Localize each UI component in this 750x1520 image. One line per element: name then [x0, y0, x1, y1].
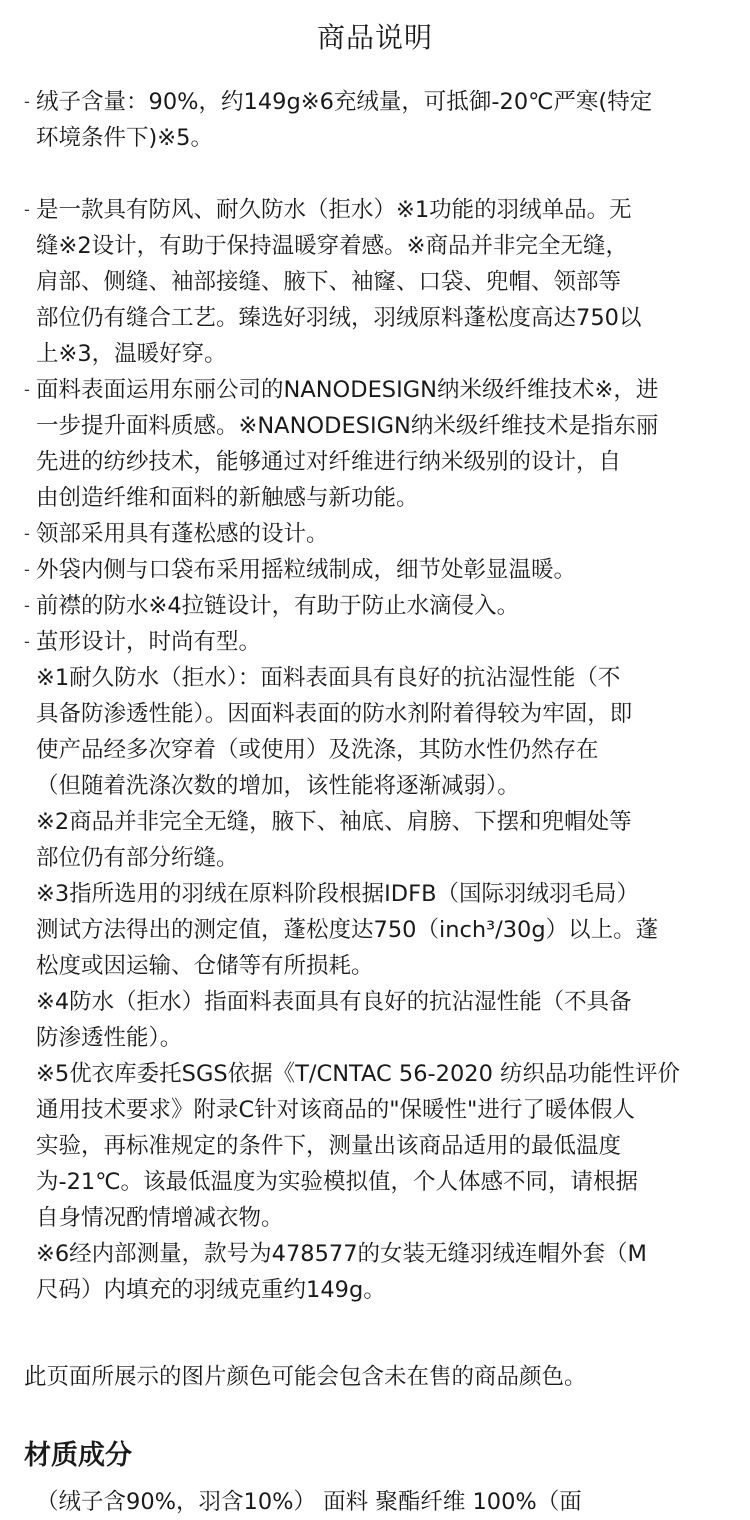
- text-line: 通用技术要求》附录C针对该商品的"保暖性"进行了暖体假人: [36, 1097, 635, 1123]
- bullet-dash: -: [24, 524, 30, 543]
- feature-item: [0, 624, 750, 660]
- text-line: 绒子含量：90%，约149g※6充绒量，可抵御-20℃严寒(特定: [36, 89, 653, 115]
- text-line: 上※3，温暖好穿。: [36, 341, 227, 367]
- text-line: 先进的纺纱技术，能够通过对纤维进行纳米级别的设计，自: [36, 449, 622, 475]
- text-line: 是一款具有防风、耐久防水（拒水）※1功能的羽绒单品。无: [36, 197, 632, 223]
- composition-heading: 材质成分: [24, 1440, 132, 1471]
- bullet-dash: -: [24, 560, 30, 579]
- text-line: 具备防渗透性能）。因面料表面的防水剂附着得较为牢固，即: [36, 701, 633, 727]
- text-line: 尺码）内填充的羽绒克重约149g。: [36, 1277, 386, 1303]
- text-line: ※4防水（拒水）指面料表面具有良好的抗沾湿性能（不具备: [36, 989, 632, 1015]
- text-line: 领部采用具有蓬松感的设计。: [36, 521, 329, 547]
- composition-text-partial: （绒子含90%，羽含10%） 面料 聚酯纤维 100%（面: [36, 1489, 582, 1515]
- bullet-dash: -: [24, 92, 30, 111]
- feature-item: [0, 84, 750, 156]
- text-line: 由创造纤维和面料的新触感与新功能。: [36, 485, 419, 511]
- feature-item: [0, 372, 750, 516]
- footnote-item: [0, 1236, 750, 1308]
- color-disclaimer: 此页面所展示的图片颜色可能会包含未在售的商品颜色。: [24, 1364, 587, 1390]
- bullet-dash: -: [24, 200, 30, 219]
- text-line: 部位仍有部分绗缝。: [36, 845, 239, 871]
- footnote-item: [0, 1056, 750, 1236]
- text-line: 部位仍有缝合工艺。臻选好羽绒，羽绒原料蓬松度高达750以: [36, 305, 642, 331]
- feature-list: [0, 84, 750, 1308]
- footnote-item: [0, 660, 750, 804]
- text-line: 使产品经多次穿着（或使用）及洗涤，其防水性仍然存在: [36, 737, 599, 763]
- text-line: 环境条件下)※5。: [36, 125, 213, 151]
- bullet-dash: -: [24, 632, 30, 651]
- footnote-item: [0, 984, 750, 1056]
- text-line: 防渗透性能）。: [36, 1025, 183, 1051]
- text-line: 松度或因运输、仓储等有所损耗。: [36, 953, 374, 979]
- text-line: 肩部、侧缝、袖部接缝、腋下、袖窿、口袋、兜帽、领部等: [36, 269, 622, 295]
- feature-item: [0, 588, 750, 624]
- text-line: ※5优衣库委托SGS依据《T/CNTAC 56-2020 纺织品功能性评价: [36, 1061, 681, 1087]
- text-line: ※6经内部测量，款号为478577的女装无缝羽绒连帽外套（M: [36, 1241, 647, 1267]
- text-line: 为-21℃。该最低温度为实验模拟值，个人体感不同，请根据: [36, 1169, 639, 1195]
- feature-item: [0, 516, 750, 552]
- page-title: 商品说明: [316, 21, 433, 54]
- text-line: 面料表面运用东丽公司的NANODESIGN纳米级纤维技术※，进: [36, 377, 659, 403]
- paragraph-gap: [0, 156, 750, 192]
- text-line: ※2商品并非完全无缝，腋下、袖底、肩膀、下摆和兜帽处等: [36, 809, 632, 835]
- footnote-item: [0, 804, 750, 876]
- text-line: 缝※2设计，有助于保持温暖穿着感。※商品并非完全无缝，: [36, 233, 629, 259]
- feature-item: [0, 552, 750, 588]
- footnote-item: [0, 876, 750, 984]
- text-line: 测试方法得出的测定值，蓬松度达750（inch³/30g）以上。蓬: [36, 917, 659, 943]
- text-line: （但随着洗涤次数的增加，该性能将逐渐减弱）。: [36, 773, 520, 799]
- text-line: 茧形设计，时尚有型。: [36, 629, 262, 655]
- text-line: 一步提升面料质感。※NANODESIGN纳米级纤维技术是指东丽: [36, 413, 659, 439]
- bullet-dash: -: [24, 596, 30, 615]
- feature-item: [0, 192, 750, 372]
- text-line: 实验，再标准规定的条件下，测量出该商品适用的最低温度: [36, 1133, 622, 1159]
- text-line: 前襟的防水※4拉链设计，有助于防止水滴侵入。: [36, 593, 520, 619]
- text-line: ※1耐久防水（拒水）：面料表面具有良好的抗沾湿性能（不: [36, 665, 621, 691]
- text-line: 外袋内侧与口袋布采用摇粒绒制成，细节处彰显温暖。: [36, 557, 577, 583]
- text-line: 自身情况酌情增减衣物。: [36, 1205, 284, 1231]
- text-line: ※3指所选用的羽绒在原料阶段根据IDFB（国际羽绒羽毛局）: [36, 881, 640, 907]
- bullet-dash: -: [24, 380, 30, 399]
